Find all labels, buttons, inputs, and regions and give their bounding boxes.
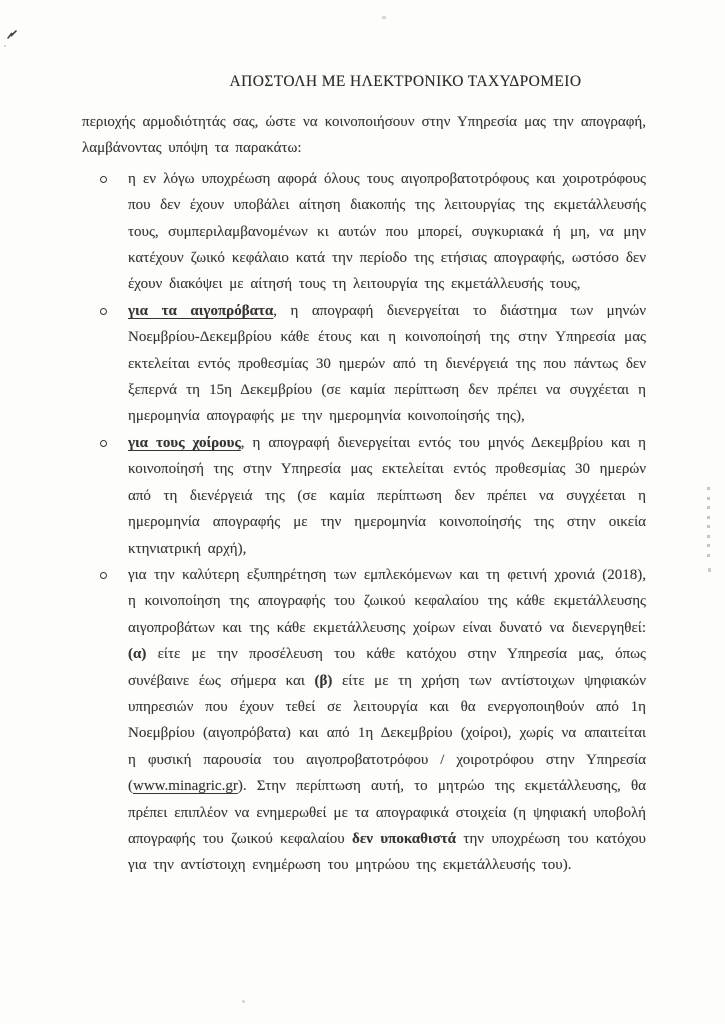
text-run: την υποχρέωση του κατόχου για την αντίστοιχη ενημέρωση του μητρώου της εκμετάλλευσής του). xyxy=(128,830,646,874)
text-run: , η απογραφή διενεργείται το διάστημα των μηνών Νοεμβρίου-Δεκεμβρίου κάθε έτους και η κοινοποίησή της στην Υπηρεσία μας εκτελείται εντός προθεσμίας 30 ημερών από τη διενέργειά της που πάντως δεν ξεπερνά τη 15η Δεκεμβρίου (σε καμία περίπτωση δεν πρέπει να συγχέεται η ημερομηνία απογραφής με την ημερομηνία κοινοποίησής της), xyxy=(128,302,646,425)
text-run: για τους χοίρους xyxy=(128,434,241,451)
scanner-edge-artifact xyxy=(708,568,711,572)
bullet-list xyxy=(82,166,646,879)
scanner-edge-artifact xyxy=(707,487,711,557)
text-run: είτε με τη χρήση των αντίστοιχων ψηφιακών υπηρεσιών που έχουν τεθεί σε λειτουργία και θα ενεργοποιηθούν από 1η Νοεμβρίου (αιγοπρόβατα) και από 1η Δεκεμβρίου (χοίροι), χωρίς να απαιτείται η φυσική παρουσία του αιγοπροβατοτρόφου / χοιροτρόφου στην Υπηρεσία ( xyxy=(128,672,647,795)
text-run: (β) xyxy=(314,672,333,689)
intro-paragraph: περιοχής αρμοδιότητάς σας, ώστε να κοινοποιήσουν στην Υπηρεσία μας την απογραφή, λαμβάνοντας υπόψη τα παρακάτω: xyxy=(82,114,646,157)
bullet-circle-icon xyxy=(100,440,107,447)
bullet-circle-icon xyxy=(100,176,107,183)
bullet-circle-icon xyxy=(100,308,107,315)
text-run: είτε με την προσέλευση του κάθε κατόχου στην Υπηρεσία μας, όπως συνέβαινε έως σήμερα και xyxy=(128,646,646,689)
bullet-item xyxy=(128,298,646,430)
bullet-circle-icon xyxy=(100,572,107,579)
text-run: δεν υποκαθιστά xyxy=(352,830,457,847)
text-run: η εν λόγω υποχρέωση αφορά όλους τους αιγοπροβατοτρόφους και χοιροτρόφους που δεν έχουν υποβάλει αίτηση διακοπής της λειτουργίας της εκμετάλλευσής τους, συμπεριλαμβανομένων κι αυτών που μπορεί, συγκυριακά ή μη, να μην κατέχουν ζωικό κεφάλαιο κατά την περίοδο της ετήσιας απογραφής, ωστόσο δεν έχουν διακόψει με αίτησή τους τη λειτουργία της εκμετάλλευσής τους, xyxy=(128,170,646,293)
text-run: www.minagric.gr xyxy=(133,778,238,795)
text-run: ). Στην περίπτωση αυτή, το μητρώο της εκμετάλλευσης, θα πρέπει επιπλέον να ενημερωθεί με τα απογραφικά στοιχεία (η ψηφιακή υποβολή απογραφής του ζωικού κεφαλαίου xyxy=(128,778,646,847)
text-run: για την καλύτερη εξυπηρέτηση των εμπλεκόμενων και τη φετινή χρονιά (2018), η κοινοποίηση της απογραφής του ζωικού κεφαλαίου της κάθε εκμετάλλευσης αιγοπροβάτων και της κάθε εκμετάλλευσης χοίρων είναι δυνατό να διενεργηθεί: xyxy=(128,566,646,636)
text-run: για τα αιγοπρόβατα xyxy=(128,302,274,319)
handwritten-pen-mark xyxy=(6,28,20,42)
scan-speck xyxy=(382,16,386,19)
document-header-title: ΑΠΟΣΤΟΛΗ ΜΕ ΗΛΕΚΤΡΟΝΙΚΟ ΤΑΧΥΔΡΟΜΕΙΟ xyxy=(229,73,582,90)
document-body xyxy=(82,109,646,879)
scan-speck xyxy=(242,1000,245,1003)
text-run: (α) xyxy=(128,646,147,663)
bullet-item xyxy=(128,562,646,879)
scan-speck xyxy=(4,45,6,47)
text-run: , η απογραφή διενεργείται εντός του μηνός Δεκεμβρίου και η κοινοποίησή της στην Υπηρεσία μας εκτελείται εντός προθεσμίας 30 ημερών από τη διενέργειά της (σε καμία περίπτωση δεν πρέπει να συγχέεται η ημερομηνία απογραφής με την ημερομηνία κοινοποίησής της στην οικεία κτηνιατρική αρχή), xyxy=(128,434,646,557)
bullet-item xyxy=(128,430,646,562)
bullet-item xyxy=(128,166,646,298)
